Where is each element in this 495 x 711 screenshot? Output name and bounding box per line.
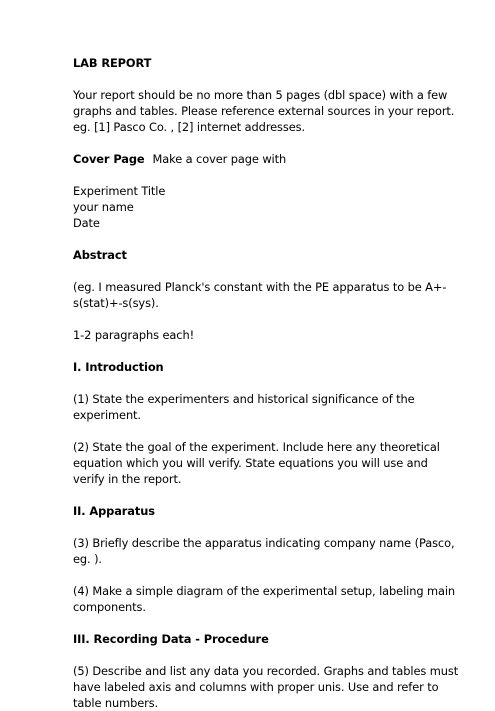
spacer xyxy=(73,567,473,583)
intro-paragraph xyxy=(73,87,473,135)
abstract-note: 1-2 paragraphs each! xyxy=(73,328,195,342)
intro-line: eg. [1] Pasco Co. , [2] internet addresses. xyxy=(73,120,305,134)
spacer xyxy=(73,375,473,391)
item-line: components. xyxy=(73,600,146,614)
item-line: (1) State the experimenters and historical significance of the xyxy=(73,392,415,406)
item-line: have labeled axis and columns with proper unis. Use and refer to xyxy=(73,680,439,694)
cover-page-text: Make a cover page with xyxy=(152,152,287,166)
item-line: verify in the report. xyxy=(73,472,182,486)
item-line: table numbers. xyxy=(73,696,159,710)
abstract-line: (eg. I measured Planck's constant with the PE apparatus to be A+- xyxy=(73,280,447,294)
spacer xyxy=(73,167,473,183)
apparatus-item-3 xyxy=(73,535,473,567)
document-title: LAB REPORT xyxy=(73,56,152,70)
intro-line: graphs and tables. Please reference external sources in your report. xyxy=(73,104,455,118)
cover-page-heading: Cover Page xyxy=(73,152,145,166)
spacer xyxy=(73,135,473,151)
item-line: eg. ). xyxy=(73,552,102,566)
introduction-item-2 xyxy=(73,439,473,487)
apparatus-item-4 xyxy=(73,583,473,615)
spacer xyxy=(73,615,473,631)
cover-page-line xyxy=(73,151,473,167)
item-line: (2) State the goal of the experiment. Include here any theoretical xyxy=(73,440,440,454)
item-line: experiment. xyxy=(73,408,141,422)
apparatus-heading: II. Apparatus xyxy=(73,504,155,518)
spacer xyxy=(73,311,473,327)
cover-page-items xyxy=(73,183,473,231)
item-line: equation which you will verify. State equations you will use and xyxy=(73,456,428,470)
introduction-item-1 xyxy=(73,391,473,423)
spacer xyxy=(73,231,473,247)
cover-page-item: Date xyxy=(73,216,100,230)
introduction-heading: I. Introduction xyxy=(73,360,164,374)
spacer xyxy=(73,647,473,663)
abstract-example xyxy=(73,279,473,311)
item-line: (5) Describe and list any data you recorded. Graphs and tables must xyxy=(73,664,459,678)
recording-item-5 xyxy=(73,663,473,711)
spacer xyxy=(73,71,473,87)
spacer xyxy=(73,519,473,535)
recording-heading: III. Recording Data - Procedure xyxy=(73,632,269,646)
spacer xyxy=(73,263,473,279)
abstract-line: s(stat)+-s(sys). xyxy=(73,296,159,310)
spacer xyxy=(73,343,473,359)
cover-page-item: Experiment Title xyxy=(73,184,166,198)
abstract-heading: Abstract xyxy=(73,248,127,262)
spacer xyxy=(73,423,473,439)
cover-page-item: your name xyxy=(73,200,134,214)
document-page xyxy=(73,55,473,711)
item-line: (3) Briefly describe the apparatus indicating company name (Pasco, xyxy=(73,536,455,550)
spacer xyxy=(73,487,473,503)
item-line: (4) Make a simple diagram of the experimental setup, labeling main xyxy=(73,584,456,598)
intro-line: Your report should be no more than 5 pages (dbl space) with a few xyxy=(73,88,448,102)
